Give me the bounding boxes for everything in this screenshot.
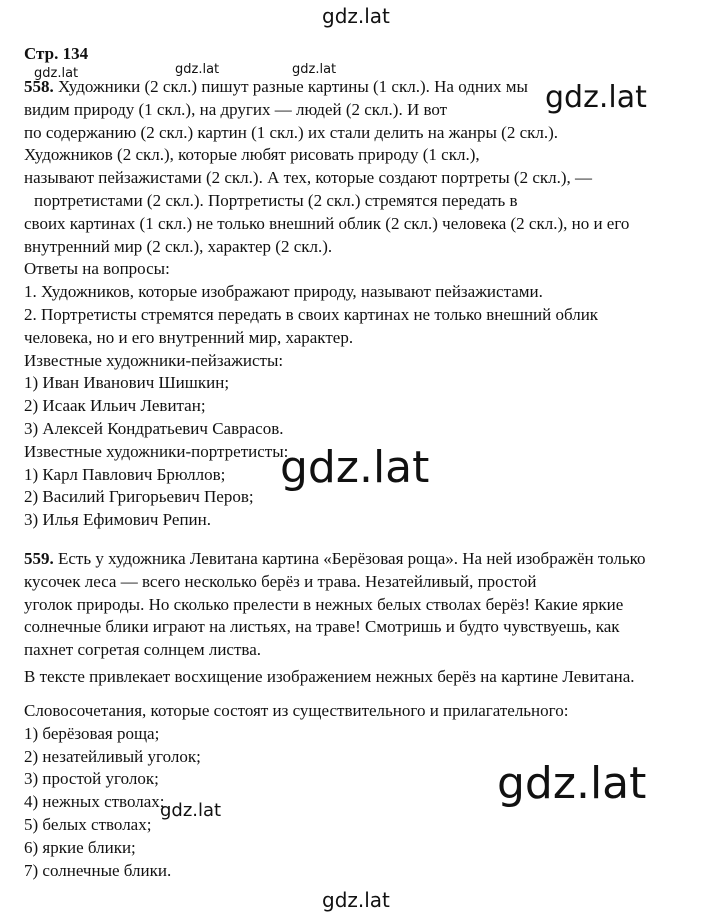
answer-1: 1. Художников, которые изображают природу, называют пейзажистами. [24,282,543,302]
exercise-number: 559. [24,549,54,568]
list-item: 2) Василий Григорьевич Перов; [24,487,254,507]
phrases-heading: Словосочетания, которые состоят из существительного и прилагательного: [24,701,569,720]
list-item: 1) берёзовая роща; [24,723,160,743]
text-line: называют пейзажистами (2 скл.). А тех, которые создают портреты (2 скл.), — [24,168,593,188]
text-line: солнечные блики играют на листьях, на траве! Смотришь и будто чувствуешь, как [24,617,620,637]
watermark-bottom: gdz.lat [322,888,390,912]
text-line: по содержанию (2 скл.) картин (1 скл.) их стали делить на жанры (2 скл.). [24,122,559,142]
text-line: пахнет согретая солнцем листва. [24,640,261,660]
exercise-559 [24,548,646,662]
text-line: уголок природы. Но сколько прелести в нежных белых стволах берёз! Какие яркие [24,594,624,614]
watermark-center: gdz.lat [280,442,430,493]
exercise-559-answer [24,666,635,689]
exercise-558-first-line [24,76,629,99]
watermark-small-right: gdz.lat [292,62,337,77]
exercise-number: 558. [24,77,54,96]
list-item: 3) Илья Ефимович Репин. [24,510,211,530]
watermark-small-left: gdz.lat [34,66,79,81]
text-line: Художников (2 скл.), которые любят рисовать природу (1 скл.), [24,145,480,165]
list-item: 2) Исаак Ильич Левитан; [24,396,206,416]
text-line: своих картинах (1 скл.) не только внешний облик (2 скл.) человека (2 скл.), но и его [24,213,630,233]
list-item: 1) Иван Иванович Шишкин; [24,373,230,393]
exercise-558 [24,76,629,532]
answers-heading: Ответы на вопросы: [24,259,170,279]
list-item: 2) незатейливый уголок; [24,746,201,766]
answer-2: 2. Портретисты стремятся передать в своих картинах не только внешний облик [24,304,599,324]
watermark-small-mid: gdz.lat [175,62,220,77]
answer-text: В тексте привлекает восхищение изображением нежных берёз на картине Левитана. [24,667,635,686]
list-item: 5) белых стволах; [24,814,152,834]
page-title: Стр. 134 [24,44,89,63]
text-line: видим природу (1 скл.), на других — людей (2 скл.). И вот [24,99,448,119]
watermark-right: gdz.lat [545,80,647,115]
text-line: портретистами (2 скл.). Портретисты (2 скл.) стремятся передать в [34,190,518,210]
exercise-559-first-line [24,548,646,571]
list-item: 4) нежных стволах; [24,792,165,812]
list-item: 7) солнечные блики. [24,860,172,880]
exercise-559-phrases [24,700,568,882]
answer-2-cont: человека, но и его внутренний мир, характер. [24,327,354,347]
landscape-heading: Известные художники-пейзажисты: [24,350,284,370]
list-item: 6) яркие блики; [24,837,136,857]
watermark-bottom-right: gdz.lat [497,758,647,809]
text-line: Есть у художника Левитана картина «Берёзовая роща». На ней изображён только [53,549,646,568]
watermark-top: gdz.lat [322,4,390,28]
text-line: Художники (2 скл.) пишут разные картины (1 скл.). На одних мы [53,77,528,96]
list-item: 3) Алексей Кондратьевич Саврасов. [24,418,284,438]
list-item: 1) Карл Павлович Брюллов; [24,464,226,484]
text-line: внутренний мир (2 скл.), характер (2 скл.). [24,236,333,256]
watermark-inline: gdz.lat [160,800,222,821]
list-item: 3) простой уголок; [24,769,159,789]
text-line: кусочек леса — всего несколько берёз и трава. Незатейливый, простой [24,571,537,591]
portrait-heading: Известные художники-портретисты: [24,441,289,461]
